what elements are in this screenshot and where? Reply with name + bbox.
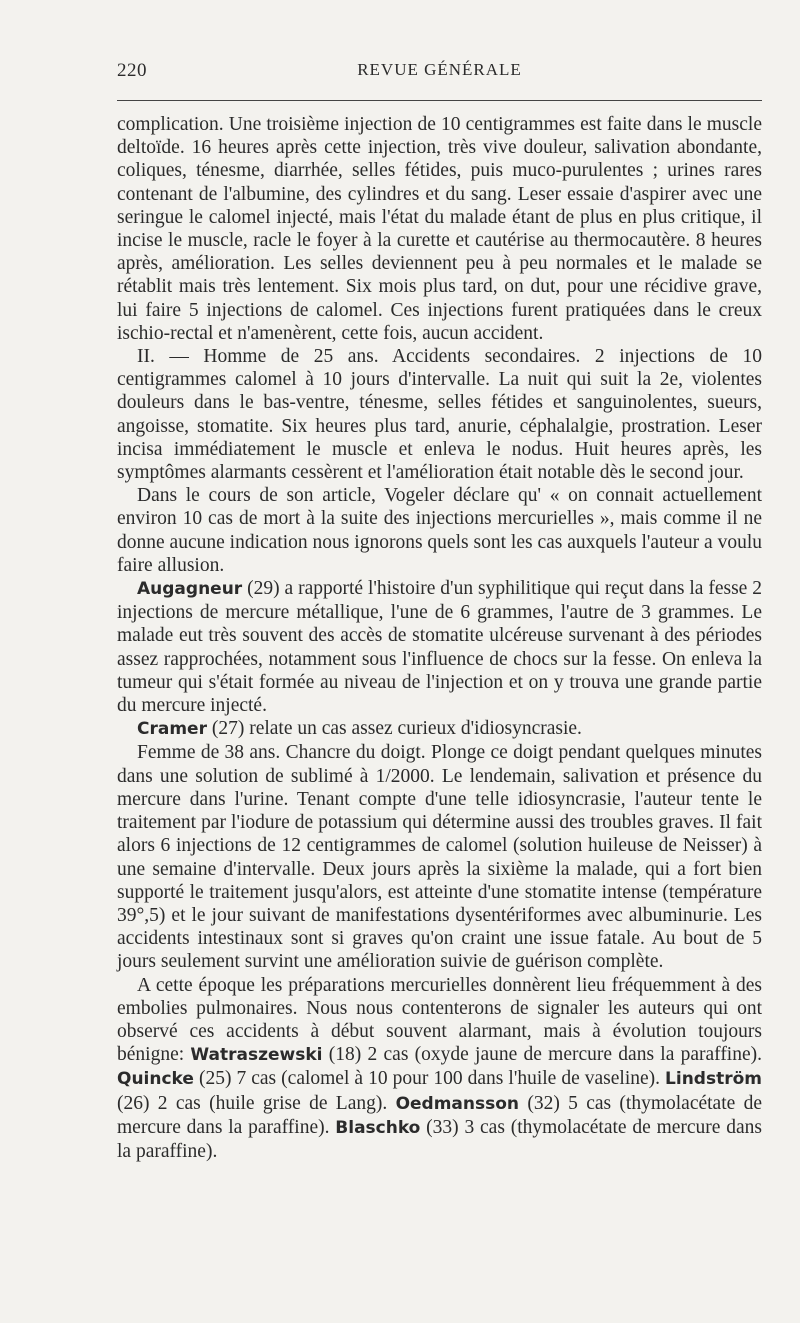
paragraph-1: complication. Une troisième injection de 10 centigrammes est faite dans le muscle deltoïde. 16 heures après cette injection, très vive douleur, salivation abondante, coliques, ténesme, diarrhée, selles fétides, puis muco-purulentes ; urines rares contenant de l'albumine, des cylindres et du sang. Leser essaie d'aspirer avec une seringue le calomel injecté, mais l'état du malade étant de plus en plus critique, il incise le muscle, racle le foyer à la curette et cautérise au thermocautère. 8 heures après, amélioration. Les selles deviennent peu à peu normales et le malade se rétablit mais très lentement. Six mois plus tard, on dut, pour une récidive grave, lui faire 5 injections de calomel. Ces injections furent pratiquées dans le creux ischio-rectal et n'amenèrent, cette fois, aucun accident. xyxy=(117,114,762,344)
paragraph-2: II. — Homme de 25 ans. Accidents secondaires. 2 injections de 10 centigrammes calomel à 10 jours d'intervalle. La nuit qui suit la 2e, violentes douleurs dans le bas-ventre, ténesme, selles fétides et sanguinolentes, sueurs, angoisse, stomatite. Six heures plus tard, anurie, céphalalgie, prostration. Leser incisa immédiatement le muscle et enleva le nodus. Huit heures après, les symptômes alarmants cessèrent et l'amélioration était notable dès le second jour. xyxy=(117,346,762,484)
author-quincke: Quincke xyxy=(117,1069,194,1090)
body-text xyxy=(117,113,762,1163)
page-number: 220 xyxy=(117,60,147,81)
paragraph-3: Dans le cours de son article, Vogeler déclare qu' « on connait actuellement environ 10 cas de mort à la suite des injections mercurielles », mais comme il ne donne aucune indication nous ignorons quels sont les cas auxquels l'auteur a voulu faire allusion. xyxy=(117,485,762,576)
author-oedmansson: Oedmansson xyxy=(395,1093,520,1114)
page-header xyxy=(117,60,762,90)
paragraph-5-text: (27) relate un cas assez curieux d'idiosyncrasie. xyxy=(206,718,582,740)
paragraph-7-intro: A cette époque les préparations mercurielles donnèrent lieu fréquemment à des embolies pulmonaires. Nous nous contenterons de signaler les auteurs qui ont observé ces accidents à début souvent alarmant, mais à évolution toujours bénigne: xyxy=(117,974,762,1066)
paragraph-7 xyxy=(117,974,762,1164)
paragraph-4-text: (29) a rapporté l'histoire d'un syphilitique qui reçut dans la fesse 2 injections de mercure métallique, l'une de 6 grammes, l'autre de 3 grammes. Le malade eut très souvent des accès de stomatite ulcéreuse survenant à des périodes assez rapprochées, notamment sous l'influence de chocs sur la fesse. On enleva la tumeur qui s'était formée au niveau de l'injection et on y trouva une grande partie du mercure injecté. xyxy=(117,578,762,717)
author-watraszewski: Watraszewski xyxy=(190,1045,323,1066)
paragraph-7-authors: Watraszewski (18) 2 cas (oxyde jaune de mercure dans la paraffine). Quincke (25) 7 cas (calomel à 10 pour 100 dans l'huile de vaseline). Lindström (26) 2 cas (huile grise de Lang). Oedmansson (32) 5 cas (thymolacétate de mercure dans la paraffine). Blaschko (33) 3 cas (thymolacétate de mercure dans la paraffine). xyxy=(117,1044,762,1162)
paragraph-5 xyxy=(117,717,762,741)
paragraph-4 xyxy=(117,577,762,717)
author-blaschko: Blaschko xyxy=(335,1117,421,1138)
author-augagneur: Augagneur xyxy=(137,579,243,600)
header-rule xyxy=(117,100,762,101)
running-title: REVUE GÉNÉRALE xyxy=(357,60,522,79)
paragraph-6: Femme de 38 ans. Chancre du doigt. Plonge ce doigt pendant quelques minutes dans une solution de sublimé à 1/2000. Le lendemain, salivation et présence du mercure dans l'urine. Tenant compte d'une telle idiosyncrasie, l'auteur tente le traitement par l'iodure de potassium qui détermine aussi des troubles graves. Il fait alors 6 injections de 12 centigrammes de calomel (solution huileuse de Neisser) à une semaine d'intervalle. Deux jours après la sixième la malade, qui a fort bien supporté le traitement jusqu'alors, est atteinte d'une stomatite intense (température 39°,5) et le jour suivant de manifestations dysentériformes avec albuminurie. Les accidents intestinaux sont si graves qu'on craint une issue fatale. Au bout de 5 jours seulement survint une amélioration suivie de guérison complète. xyxy=(117,742,762,973)
author-cramer: Cramer xyxy=(137,719,207,740)
author-lindström: Lindström xyxy=(665,1069,762,1090)
